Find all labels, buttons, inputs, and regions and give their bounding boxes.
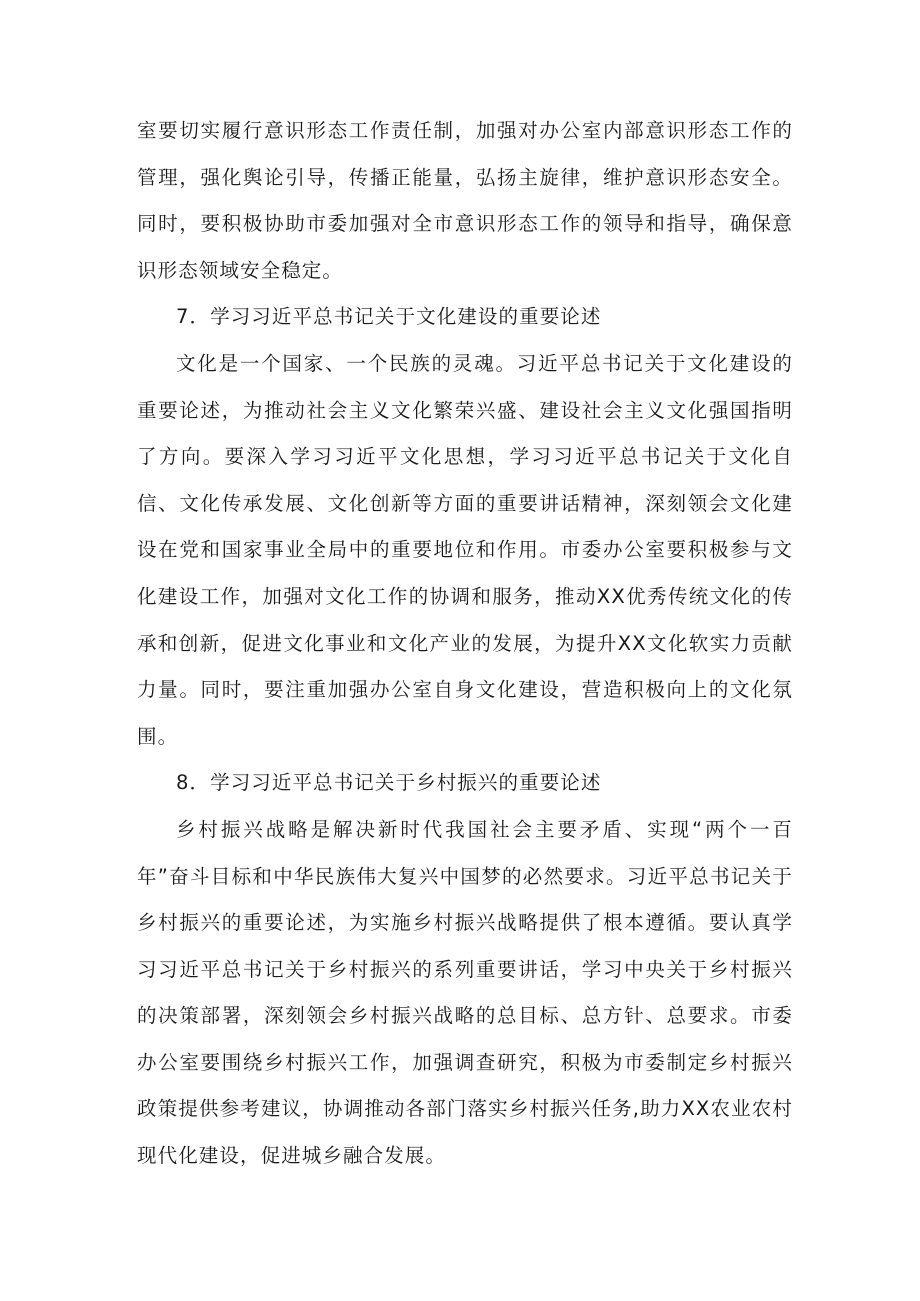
document-body [137, 108, 793, 1180]
section-heading-8: 8．学习习近平总书记关于乡村振兴的重要论述 [176, 771, 602, 795]
body-paragraph-2: 文化是一个国家、一个民族的灵魂。习近平总书记关于文化建设的重要论述，为推动社会主义文化繁荣兴盛、建设社会主义文化强国指明了方向。要深入学习习近平文化思想，学习习近平总书记关于文化自信、文化传承发展、文化创新等方面的重要讲话精神，深刻领会文化建设在党和国家事业全局中的重要地位和作用。市委办公室要积极参与文化建设工作，加强对文化工作的协调和服务，推动XX优秀传统文化的传承和创新，促进文化事业和文化产业的发展，为提升XX文化软实力贡献力量。同时，要注重加强办公室自身文化建设，营造积极向上的文化氛围。 [137, 351, 793, 748]
body-paragraph-3: 乡村振兴战略是解决新时代我国社会主要矛盾、实现“两个一百年”奋斗目标和中华民族伟大复兴中国梦的必然要求。习近平总书记关于乡村振兴的重要论述，为实施乡村振兴战略提供了根本遵循。要认真学习习近平总书记关于乡村振兴的系列重要讲话，学习中央关于乡村振兴的决策部署，深刻领会乡村振兴战略的总目标、总方针、总要求。市委办公室要围绕乡村振兴工作，加强调查研究，积极为市委制定乡村振兴政策提供参考建议，协调推动各部门落实乡村振兴任务,助力XX农业农村现代化建设，促进城乡融合发展。 [137, 817, 793, 1168]
body-paragraph-1: 室要切实履行意识形态工作责任制，加强对办公室内部意识形态工作的管理，强化舆论引导，传播正能量，弘扬主旋律，维护意识形态安全。同时，要积极协助市委加强对全市意识形态工作的领导和指导，确保意识形态领域安全稳定。 [137, 119, 793, 282]
section-heading-7: 7．学习习近平总书记关于文化建设的重要论述 [176, 305, 602, 329]
